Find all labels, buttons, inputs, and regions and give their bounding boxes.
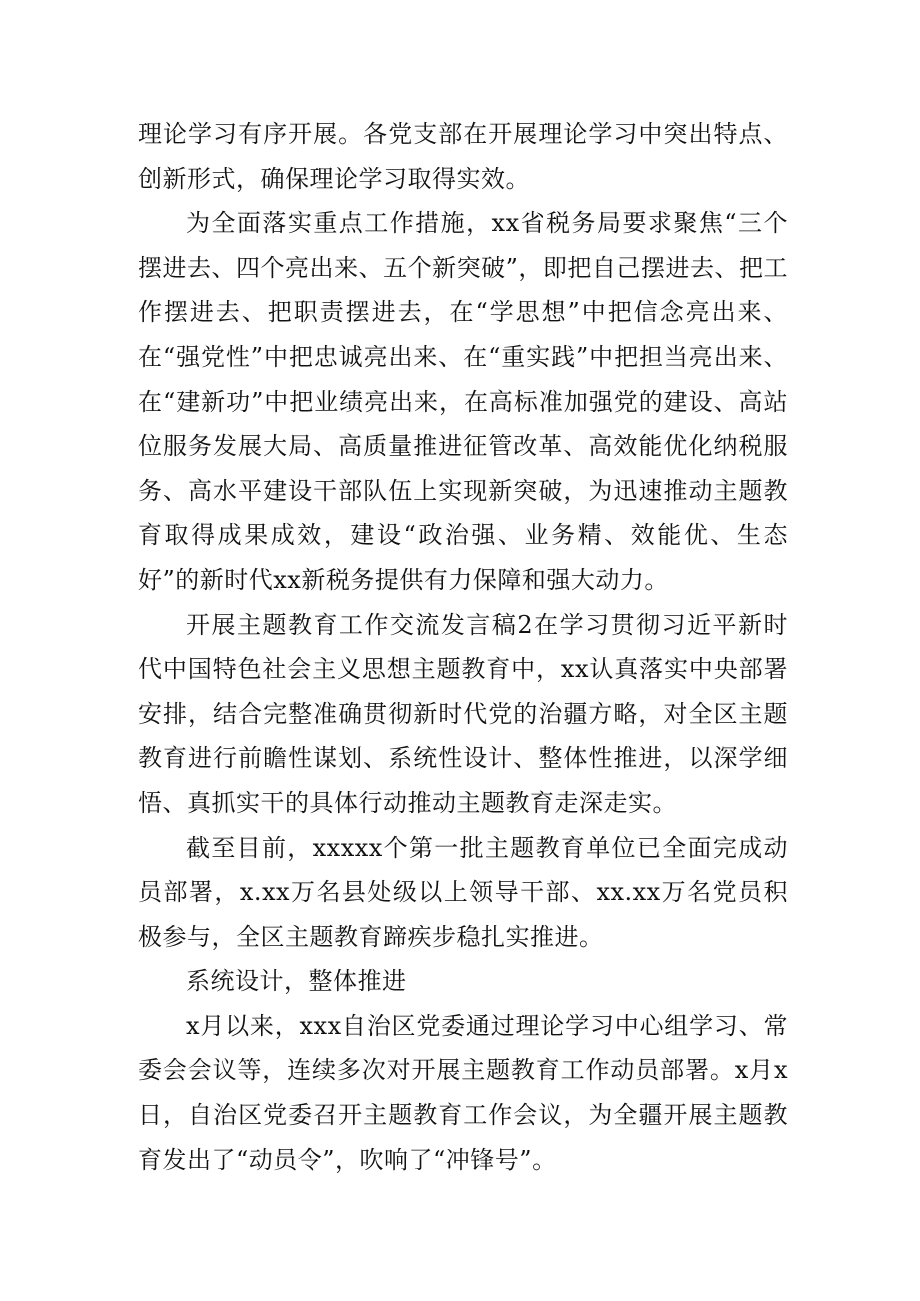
- paragraph-party-committee: x月以来，xxx自治区党委通过理论学习中心组学习、常委会会议等，连续多次对开展主题教育工作动员部署。x月x日，自治区党委召开主题教育工作会议，为全疆开展主题教育发出了“动员令”，吹响了“冲锋号”。: [138, 1011, 788, 1174]
- document-body: [138, 112, 788, 1182]
- paragraph-tax-bureau-measures: 为全面落实重点工作措施，xx省税务局要求聚焦“三个摆进去、四个亮出来、五个新突破”，即把自己摆进去、把工作摆进去、把职责摆进去，在“学思想”中把信念亮出来、在“强党性”中把忠诚亮出来、在“重实践”中把担当亮出来、在“建新功”中把业绩亮出来，在高标准加强党的建设、高站位服务发展大局、高质量推进征管改革、高效能优化纳税服务、高水平建设干部队伍上实现新突破，为迅速推动主题教育取得成果成效，建设“政治强、业务精、效能优、生态好”的新时代xx新税务提供有力保障和强大动力。: [138, 209, 788, 594]
- paragraph-continuation: 理论学习有序开展。各党支部在开展理论学习中突出特点、创新形式，确保理论学习取得实效。: [138, 120, 788, 193]
- paragraph-speech-draft-2: 开展主题教育工作交流发言稿2在学习贯彻习近平新时代中国特色社会主义思想主题教育中，xx认真落实中央部署安排，结合完整准确贯彻新时代党的治疆方略，对全区主题教育进行前瞻性谋划、系统性设计、整体性推进，以深学细悟、真抓实干的具体行动推动主题教育走深走实。: [138, 610, 788, 817]
- section-heading: 系统设计，整体推进: [186, 967, 407, 996]
- paragraph-progress: 截至目前，xxxxx个第一批主题教育单位已全面完成动员部署，x.xx万名县处级以上领导干部、xx.xx万名党员积极参与，全区主题教育蹄疾步稳扎实推进。: [138, 833, 788, 951]
